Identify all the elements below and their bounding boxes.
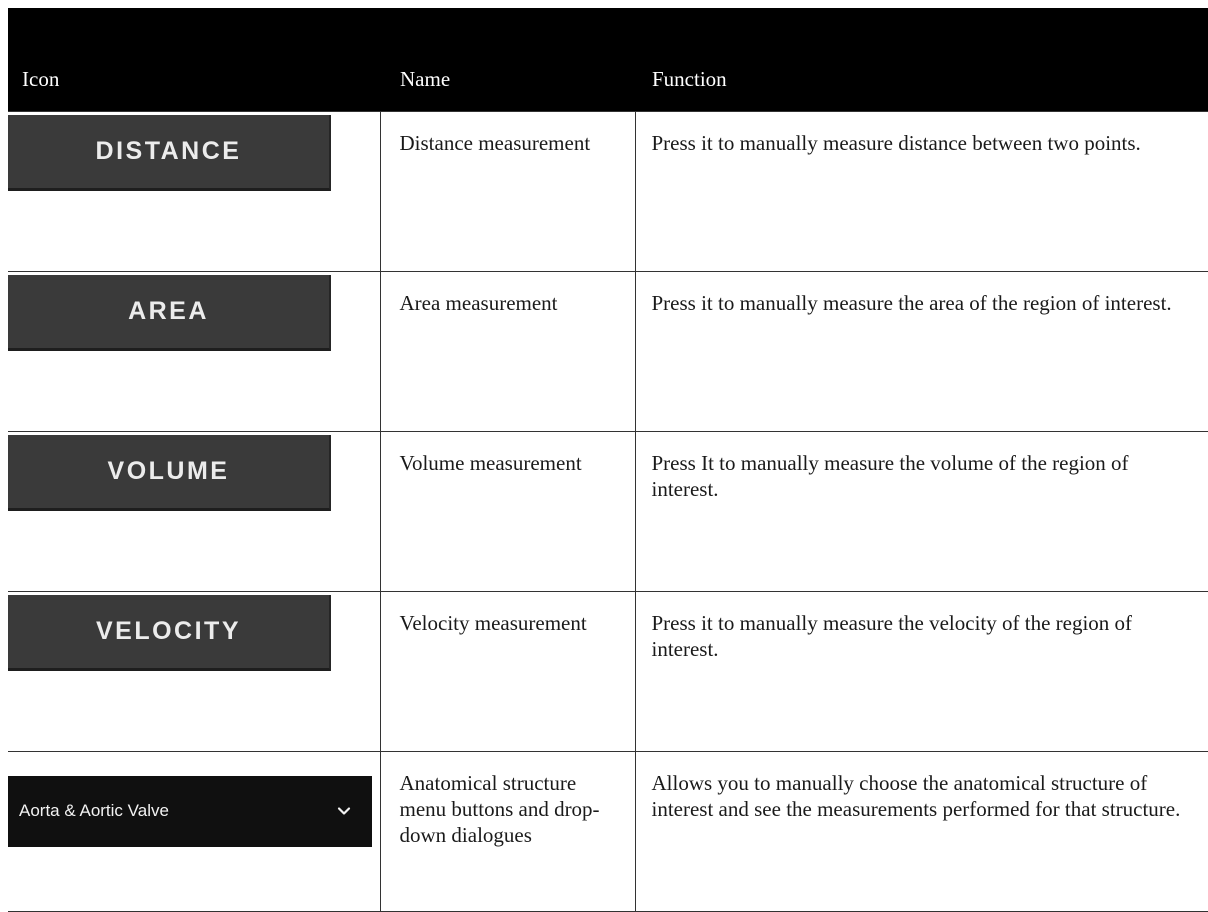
- table-row: [8, 591, 1208, 751]
- header-icon: Icon: [8, 8, 380, 111]
- icon-cell: [8, 431, 380, 591]
- name-cell: Volume measurement: [380, 431, 635, 591]
- function-cell: Press It to manually measure the volume of the region of interest.: [635, 431, 1208, 591]
- icon-cell: [8, 751, 380, 911]
- name-cell: Anatomical structure menu buttons and drop-down dialogues: [380, 751, 635, 911]
- table-header-row: [8, 8, 1208, 111]
- icon-cell: [8, 111, 380, 271]
- name-cell: Velocity measurement: [380, 591, 635, 751]
- table-row: [8, 111, 1208, 271]
- area-button[interactable]: AREA: [8, 275, 331, 351]
- distance-button[interactable]: DISTANCE: [8, 115, 331, 191]
- table-row: [8, 271, 1208, 431]
- name-cell: Distance measurement: [380, 111, 635, 271]
- icon-cell: [8, 591, 380, 751]
- anatomical-structure-dropdown[interactable]: [8, 776, 372, 847]
- dropdown-selected-value: Aorta & Aortic Valve: [19, 801, 169, 820]
- function-cell: Press it to manually measure the velocity of the region of interest.: [635, 591, 1208, 751]
- volume-button[interactable]: VOLUME: [8, 435, 331, 511]
- header-name: Name: [380, 8, 635, 111]
- name-cell: Area measurement: [380, 271, 635, 431]
- table-row: [8, 751, 1208, 911]
- function-cell: Allows you to manually choose the anatomical structure of interest and see the measurements performed for that structure.: [635, 751, 1208, 911]
- function-cell: Press it to manually measure the area of the region of interest.: [635, 271, 1208, 431]
- table-row: [8, 431, 1208, 591]
- velocity-button[interactable]: VELOCITY: [8, 595, 331, 671]
- icon-reference-table: [8, 8, 1208, 912]
- function-cell: Press it to manually measure distance between two points.: [635, 111, 1208, 271]
- header-function: Function: [635, 8, 1208, 111]
- chevron-down-icon: [336, 803, 352, 819]
- icon-cell: [8, 271, 380, 431]
